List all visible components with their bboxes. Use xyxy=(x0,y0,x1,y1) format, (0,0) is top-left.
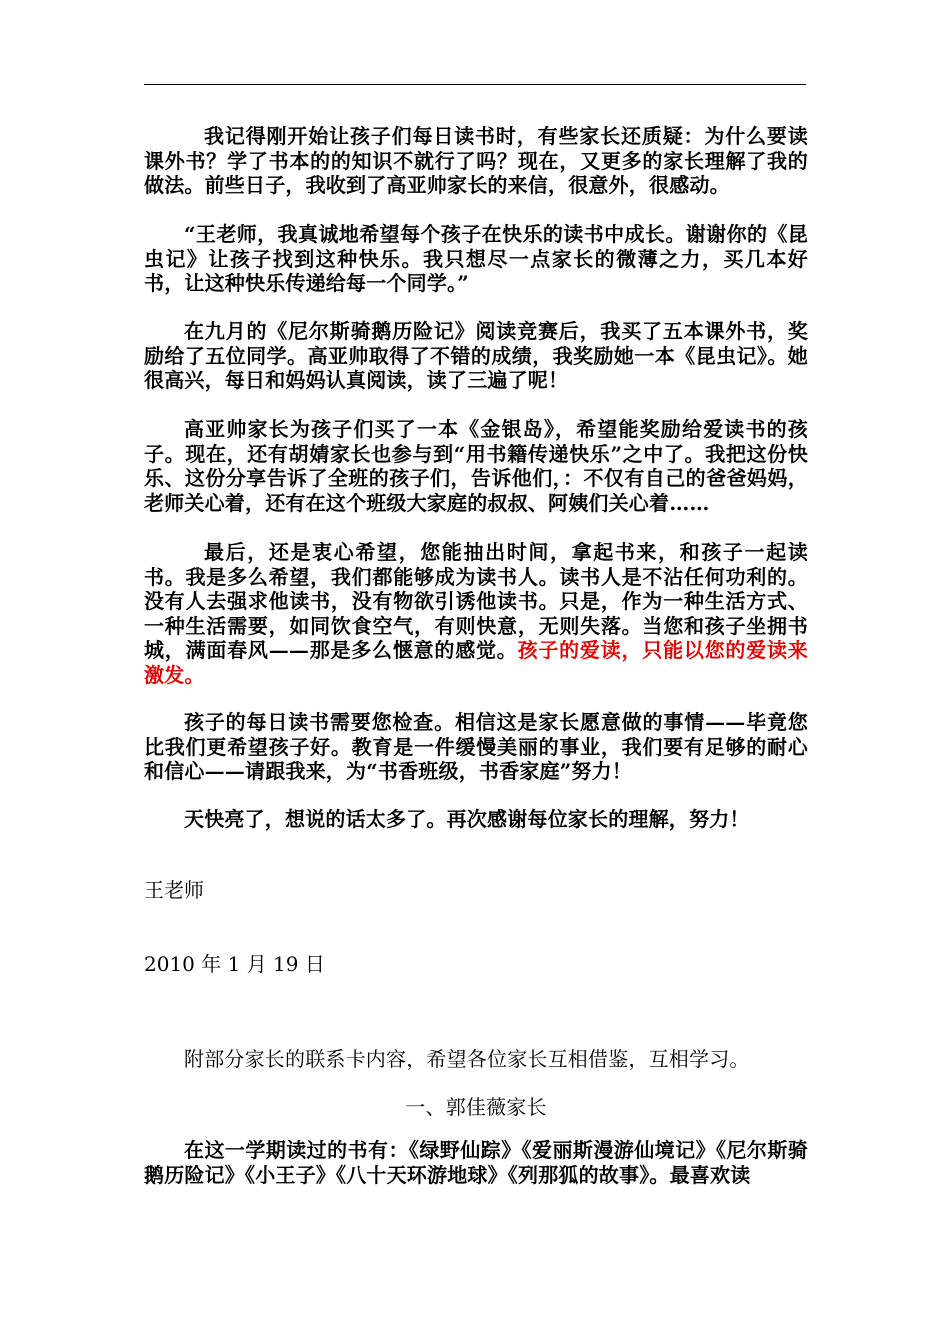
appendix-paragraph-1: 在这一学期读过的书有：《绿野仙踪》《爱丽斯漫游仙境记》《尼尔斯骑鹅历险记》《小王子》《八十天环游地球》《列那狐的故事》。最喜欢读 xyxy=(144,1138,808,1187)
signature: 王老师 xyxy=(144,878,204,902)
appendix-section-title: 一、郭佳薇家长 xyxy=(405,1095,547,1119)
letter-paragraph-5 xyxy=(144,540,808,687)
header-rule xyxy=(144,84,806,85)
letter-paragraph-1: 我记得刚开始让孩子们每日读书时，有些家长还质疑：为什么要读课外书？学了书本的的知识不就行了吗？现在，又更多的家长理解了我的做法。前些日子，我收到了高亚帅家长的来信，很意外，很感动。 xyxy=(144,124,808,197)
letter-paragraph-6: 孩子的每日读书需要您检查。相信这是家长愿意做的事情——毕竟您比我们更希望孩子好。教育是一件缓慢美丽的事业，我们要有足够的耐心和信心——请跟我来，为“书香班级，书香家庭”努力！ xyxy=(144,710,808,783)
letter-paragraph-5-text: 最后，还是衷心希望，您能抽出时间，拿起书来，和孩子一起读书。我是多么希望，我们都能够成为读书人。读书人是不沾任何功利的。没有人去强求他读书，没有物欲引诱他读书。只是，作为一种生活方式、一种生活需要，如同饮食空气，有则快意，无则失落。当您和孩子坐拥书城，满面春风——那是多么惬意的感觉。 xyxy=(144,540,808,662)
letter-paragraph-3: 在九月的《尼尔斯骑鹅历险记》阅读竞赛后，我买了五本课外书，奖励给了五位同学。高亚帅取得了不错的成绩，我奖励她一本《昆虫记》。她很高兴，每日和妈妈认真阅读，读了三遍了呢！ xyxy=(144,319,808,392)
highlighted-sentence: 孩子的爱读，只能以您的爱读来激发。 xyxy=(144,638,808,687)
letter-paragraph-4: 高亚帅家长为孩子们买了一本《金银岛》，希望能奖励给爱读书的孩子。现在，还有胡婧家长也参与到“用书籍传递快乐”之中了。我把这份快乐、这份分享告诉了全班的孩子们，告诉他们，：不仅有自己的爸爸妈妈，老师关心着，还有在这个班级大家庭的叔叔、阿姨们关心着…… xyxy=(144,417,808,515)
appendix-intro: 附部分家长的联系卡内容，希望各位家长互相借鉴，互相学习。 xyxy=(184,1047,750,1071)
letter-paragraph-2: “王老师，我真诚地希望每个孩子在快乐的读书中成长。谢谢你的《昆虫记》让孩子找到这种快乐。我只想尽一点家长的微薄之力，买几本好书，让这种快乐传递给每一个同学。” xyxy=(144,222,808,295)
letter-paragraph-7: 天快亮了，想说的话太多了。再次感谢每位家长的理解，努力！ xyxy=(184,807,750,831)
letter-date: 2010 年 1 月 19 日 xyxy=(144,952,325,976)
document-page xyxy=(144,0,808,1344)
